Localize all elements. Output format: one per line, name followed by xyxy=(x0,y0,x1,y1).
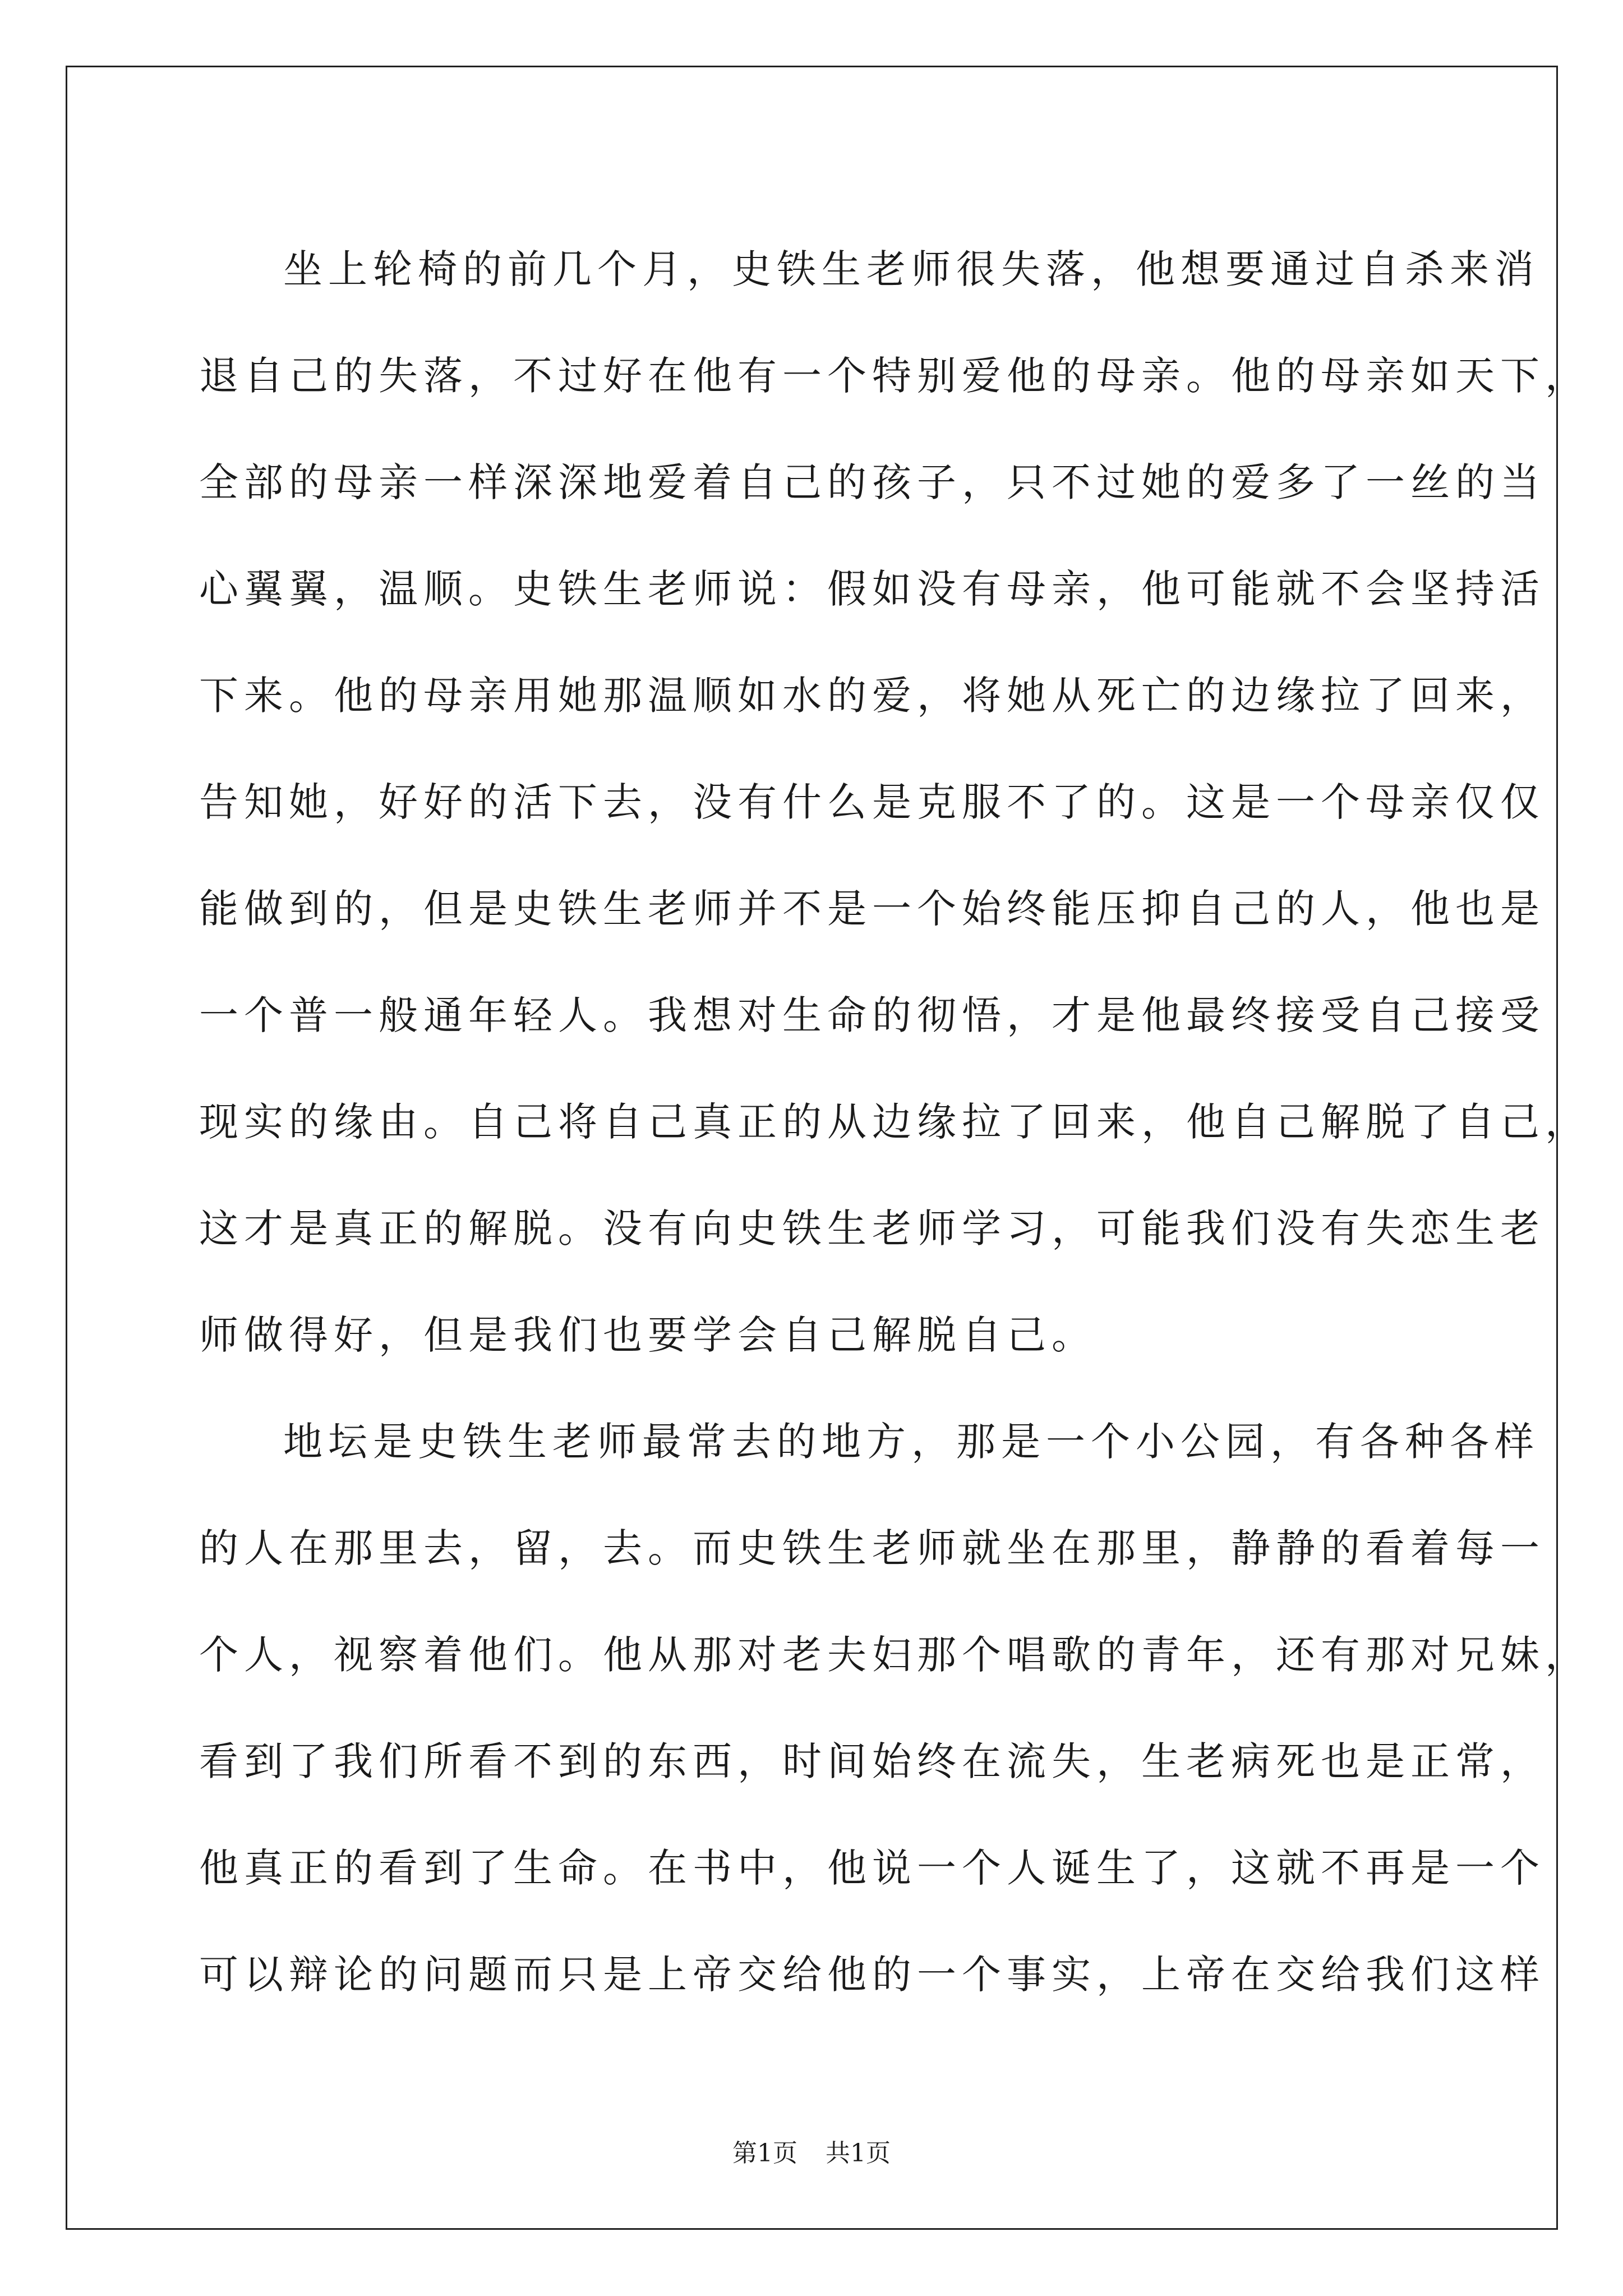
paragraph-2-line-2: 的人在那里去，留，去。而史铁生老师就坐在那里，静静的看着每一 xyxy=(199,1525,1545,1571)
paragraph-2-line-3: 个人，视察着他们。他从那对老夫妇那个唱歌的青年，还有那对兄妹， xyxy=(199,1632,1590,1678)
paragraph-1-line-8: 一个普一般通年轻人。我想对生命的彻悟，才是他最终接受自己接受 xyxy=(199,992,1545,1038)
paragraph-2-line-6: 可以辩论的问题而只是上帝交给他的一个事实，上帝在交给我们这样 xyxy=(199,1952,1545,1998)
document-body xyxy=(199,216,1590,2028)
page-number-label: 第1页 xyxy=(732,2139,797,2168)
page-footer xyxy=(0,2133,1623,2169)
paragraph-2-line-5: 他真正的看到了生命。在书中，他说一个人诞生了，这就不再是一个 xyxy=(199,1845,1545,1891)
paragraph-1-line-5: 下来。他的母亲用她那温顺如水的爱，将她从死亡的边缘拉了回来， xyxy=(199,673,1545,719)
paragraph-1-line-4: 心翼翼，温顺。史铁生老师说：假如没有母亲，他可能就不会坚持活 xyxy=(199,566,1545,612)
paragraph-1-line-11: 师做得好，但是我们也要学会自己解脱自己。 xyxy=(199,1312,1096,1358)
paragraph-1-line-10: 这才是真正的解脱。没有向史铁生老师学习，可能我们没有失恋生老 xyxy=(199,1205,1545,1251)
paragraph-1-line-7: 能做到的，但是史铁生老师并不是一个始终能压抑自己的人，他也是 xyxy=(199,886,1545,932)
paragraph-1-line-1: 坐上轮椅的前几个月，史铁生老师很失落，他想要通过自杀来消 xyxy=(283,246,1539,292)
paragraph-2-line-4: 看到了我们所看不到的东西，时间始终在流失，生老病死也是正常， xyxy=(199,1738,1545,1784)
paragraph-1-line-6: 告知她，好好的活下去，没有什么是克服不了的。这是一个母亲仅仅 xyxy=(199,779,1545,825)
page-total-label: 共1页 xyxy=(826,2139,891,2168)
paragraph-1-line-2: 退自己的失落，不过好在他有一个特别爱他的母亲。他的母亲如天下， xyxy=(199,353,1590,399)
paragraph-1-line-9: 现实的缘由。自己将自己真正的从边缘拉了回来，他自己解脱了自己， xyxy=(199,1099,1590,1145)
paragraph-2-line-1: 地坛是史铁生老师最常去的地方，那是一个小公园，有各种各样 xyxy=(283,1419,1539,1465)
paragraph-1-line-3: 全部的母亲一样深深地爱着自己的孩子，只不过她的爱多了一丝的当 xyxy=(199,459,1545,505)
